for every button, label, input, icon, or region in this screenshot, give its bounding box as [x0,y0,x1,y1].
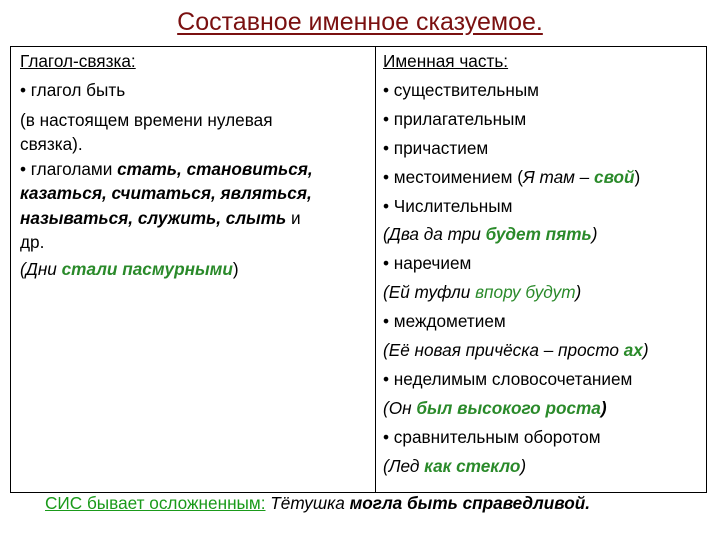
left-line-1: • глагол быть [20,79,126,100]
item-num-ex-open: (Два да три [383,224,486,245]
item-indiv-example [383,394,705,423]
left-line-4-prefix: • глаголами [20,158,118,179]
item-pron [383,163,705,192]
item-interj-ex-close: ) [642,340,649,361]
left-line-6 [20,206,370,231]
item-pron-close: ) [634,166,641,187]
right-heading: Именная часть: [383,51,509,71]
item-pron-green: свой [594,166,635,187]
item-noun: • существительным [383,79,539,100]
item-interj-example [383,336,705,365]
item-num: • Числительным [383,195,513,216]
item-interj-ex-open: (Её новая причёска – просто [383,340,624,361]
item-comp: • сравнительным оборотом [383,426,601,447]
item-comp-ex-open: (Лед [383,455,425,476]
left-line-4 [20,157,370,182]
footer-note [45,493,590,514]
item-comp-ex-close: ) [520,455,527,476]
left-column [20,47,370,283]
item-comp-ex-green: как стекло [424,455,521,476]
item-pron-label: • местоимением ( [383,166,523,187]
column-divider [375,47,376,492]
item-interj-ex-green: ах [623,340,643,361]
item-num-ex-close: ) [591,224,598,245]
left-line-6-verbs: называться, служить, слыть [20,207,287,228]
footer-label: СИС бывает осложненным: [45,493,266,513]
item-indiv-ex-green: был высокого роста [416,397,601,418]
item-num-ex-green: будет пять [485,224,592,245]
left-example-close: ) [232,258,239,279]
left-example [20,255,370,284]
item-adv-ex-close: ) [575,282,582,303]
page-title: Составное именное сказуемое. [177,8,543,36]
footer-example-bold: могла быть справедливой. [349,493,590,513]
item-indiv-ex-open: (Он [383,397,417,418]
right-column [383,47,705,481]
item-part: • причастием [383,137,489,158]
content-table [10,46,707,493]
left-example-green: стали пасмурными [61,258,233,279]
item-adv-ex-green: впору будут [475,282,576,303]
item-num-example [383,220,705,249]
item-interj: • междометием [383,311,506,332]
left-line-7: др. [20,232,45,253]
left-line-3: связка). [20,134,83,155]
item-adv-example [383,278,705,307]
left-line-6-suffix: и [286,207,301,228]
left-line-2: (в настоящем времени нулевая [20,109,273,130]
item-adv: • наречием [383,253,472,274]
item-adj: • прилагательным [383,108,527,129]
left-line-5: казаться, считаться, являться, [20,183,312,204]
item-indiv: • неделимым словосочетанием [383,368,633,389]
left-heading: Глагол-связка: [20,51,136,71]
item-pron-example: Я там – [522,166,595,187]
left-line-4-verbs: стать, становиться, [117,158,313,179]
item-indiv-ex-close: ) [600,397,607,418]
item-comp-example [383,452,705,481]
footer-example-italic: Тётушка [265,493,350,513]
item-adv-ex-open: (Ей туфли [383,282,476,303]
left-example-open: (Дни [20,258,62,279]
